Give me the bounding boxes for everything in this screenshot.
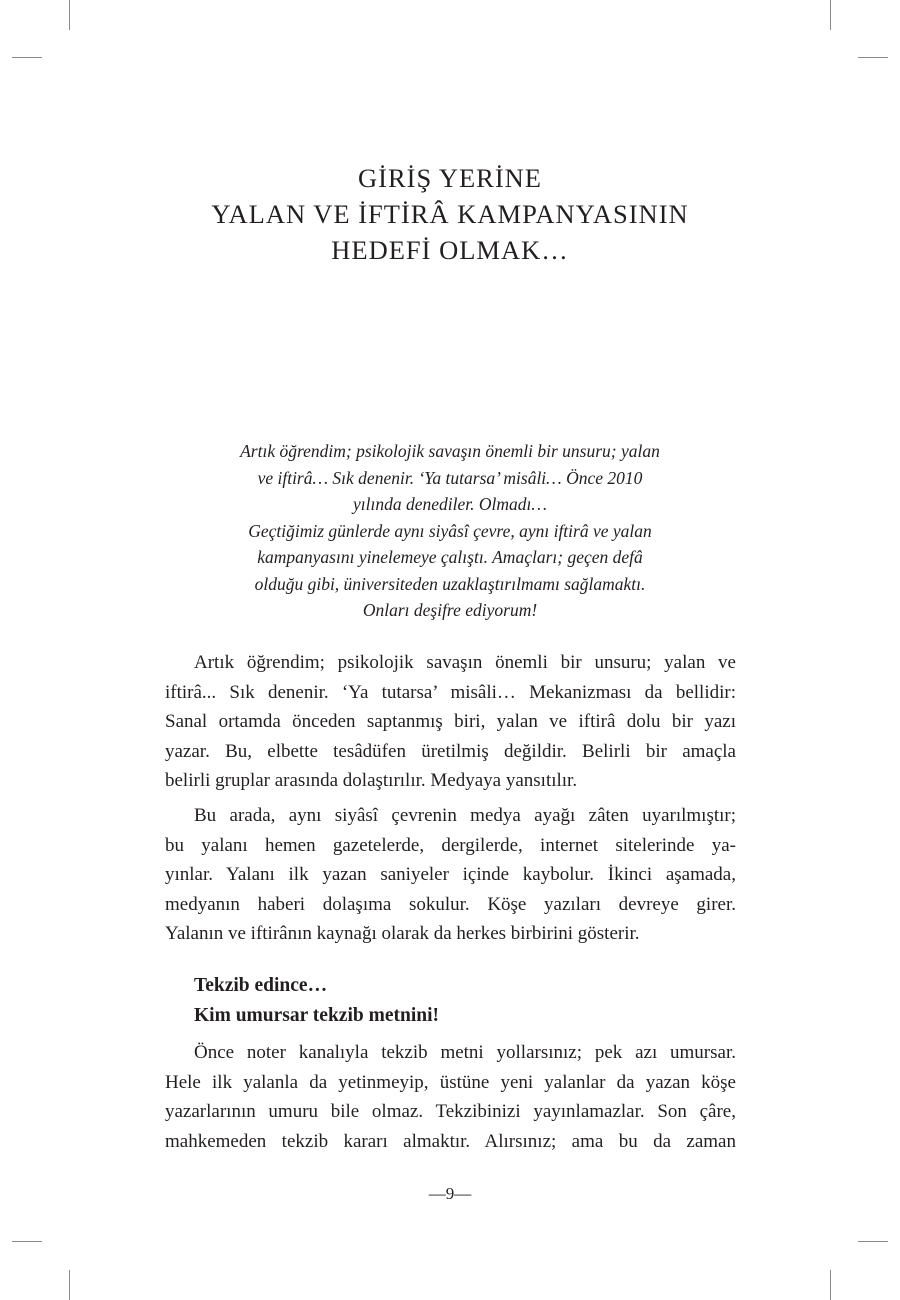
paragraph-line: yınlar. Yalanı ilk yazan saniyeler içinde kaybolur. İkinci aşamada, — [165, 864, 736, 885]
epigraph-line: olduğu gibi, üniversiteden uzaklaştırılmamı sağlamaktı. — [254, 573, 646, 594]
crop-mark-bottom-right — [830, 1270, 831, 1300]
paragraph-line: Artık öğrendim; psikolojik savaşın önemli bir unsuru; yalan ve — [194, 652, 736, 673]
epigraph-line: Artık öğrendim; psikolojik savaşın önemli bir unsuru; yalan — [240, 441, 660, 461]
paragraph-line: yazarlarının umuru bile olmaz. Tekzibinizi yayınlamazlar. Son çâre, — [165, 1101, 736, 1122]
body-paragraph-1 — [165, 648, 736, 796]
epigraph-line: yılında denediler. Olmadı… — [353, 494, 547, 514]
paragraph-line: yazar. Bu, elbette tesâdüfen üretilmiş değildir. Belirli bir amaçla — [165, 740, 736, 762]
paragraph-line: Hele ilk yalanla da yetinmeyip, üstüne yeni yalanlar da yazan köşe — [165, 1071, 736, 1093]
crop-mark-left-bottom — [12, 1241, 42, 1242]
paragraph-line: mahkemeden tekzib kararı almaktır. Alırsınız; ama bu da zaman — [165, 1130, 736, 1152]
chapter-title-line: YALAN VE İFTİRÂ KAMPANYASININ — [211, 199, 689, 229]
subheading-line: Kim umursar tekzib metnini! — [194, 1005, 440, 1026]
paragraph-line: Önce noter kanalıyla tekzib metni yollarsınız; pek azı umursar. — [194, 1042, 736, 1063]
body-paragraph-3 — [165, 1038, 736, 1156]
chapter-title — [0, 160, 900, 268]
paragraph-line: bu yalanı hemen gazetelerde, dergilerde, internet sitelerinde ya- — [165, 834, 736, 856]
paragraph-line: medyanın haberi dolaşıma sokulur. Köşe yazıları devreye girer. — [165, 893, 736, 915]
crop-mark-right-top — [858, 57, 888, 58]
crop-mark-bottom-left — [69, 1270, 70, 1300]
crop-mark-left-top — [12, 57, 42, 58]
paragraph-line: iftirâ... Sık denenir. ‘Ya tutarsa’ misâli… Mekanizması da bellidir: — [165, 681, 736, 703]
crop-mark-top-right — [830, 0, 831, 30]
paragraph-line: Yalanın ve iftirânın kaynağı olarak da herkes birbirini gösterir. — [165, 923, 640, 944]
page-number: —9— — [428, 1184, 472, 1203]
epigraph-line: kampanyasını yinelemeye çalıştı. Amaçları; geçen defâ — [257, 547, 643, 567]
body-paragraph-2 — [165, 801, 736, 949]
paragraph-line: belirli gruplar arasında dolaştırılır. Medyaya yansıtılır. — [165, 770, 578, 791]
subheading-line: Tekzib edince… — [194, 975, 328, 996]
paragraph-line: Bu arada, aynı siyâsî çevrenin medya ayağı zâten uyarılmıştır; — [194, 805, 736, 826]
section-subheading — [194, 971, 439, 1031]
crop-mark-right-bottom — [858, 1241, 888, 1242]
crop-mark-top-left — [69, 0, 70, 30]
chapter-title-line: HEDEFİ OLMAK… — [331, 235, 569, 265]
chapter-title-line: GİRİŞ YERİNE — [358, 163, 542, 193]
epigraph — [150, 438, 750, 624]
paragraph-line: Sanal ortamda önceden saptanmış biri, yalan ve iftirâ dolu bir yazı — [165, 711, 736, 732]
epigraph-line: Geçtiğimiz günlerde aynı siyâsî çevre, aynı iftirâ ve yalan — [248, 520, 652, 541]
epigraph-line: ve iftirâ… Sık denenir. ‘Ya tutarsa’ misâli… Önce 2010 — [257, 467, 643, 488]
epigraph-line: Onları deşifre ediyorum! — [362, 600, 538, 620]
